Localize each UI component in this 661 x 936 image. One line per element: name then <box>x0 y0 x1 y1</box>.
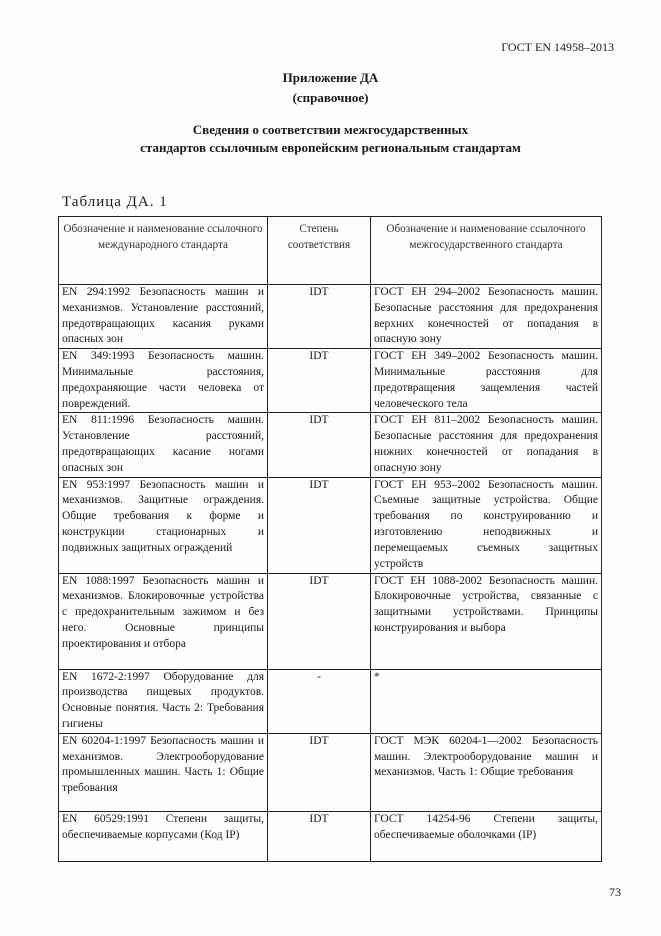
table-row <box>59 733 602 811</box>
appendix-info-line-2: стандартов ссылочным европейским региональным стандартам <box>140 140 521 155</box>
national-standard-cell: ГОСТ МЭК 60204-1—2002 Безопасность машин. Электрооборудование машин и механизмов. Часть 1: Общие требования <box>371 733 602 811</box>
table-row <box>59 573 602 669</box>
appendix-title: Приложение ДА <box>282 70 379 85</box>
ref-standard-cell: EN 60529:1991 Степени защиты, обеспечиваемые корпусами (Код IP) <box>59 811 268 861</box>
degree-cell: IDT <box>268 413 371 477</box>
degree-cell: IDT <box>268 349 371 413</box>
table-row <box>59 349 602 413</box>
national-standard-cell: ГОСТ ЕН 811–2002 Безопасность машин. Безопасные расстояния для предохранения нижних конечностей от попадания в опасную зону <box>371 413 602 477</box>
national-standard-cell: ГОСТ ЕН 953–2002 Безопасность машин. Съемные защитные устройства. Общие требования по конструированию и изготовлению неподвижных и перемещаемых съемных защитных устройств <box>371 477 602 573</box>
ref-standard-cell: EN 953:1997 Безопасность машин и механизмов. Защитные ограждения. Общие требования к форме и конструкции стационарных и подвижных защитных ограждений <box>59 477 268 573</box>
degree-cell: IDT <box>268 733 371 811</box>
ref-standard-cell: EN 1088:1997 Безопасность машин и механизмов. Блокировочные устройства с предохранительным зажимом и без него. Основные принципы проектирования и отбора <box>59 573 268 669</box>
table-row <box>59 477 602 573</box>
header-degree: Степень соответствия <box>268 217 371 285</box>
table-row <box>59 285 602 349</box>
appendix-info-title <box>0 121 661 157</box>
table-header-row <box>59 217 602 285</box>
national-standard-cell: ГОСТ ЕН 1088-2002 Безопасность машин. Блокировочные устройства, связанные с защитными устройствами. Принципы конструирования и выбора <box>371 573 602 669</box>
table-row <box>59 669 602 733</box>
document-standard-header: ГОСТ EN 14958–2013 <box>501 40 614 54</box>
national-standard-cell: ГОСТ 14254-96 Степени защиты, обеспечиваемые оболочками (IP) <box>371 811 602 861</box>
national-standard-cell: * <box>371 669 602 733</box>
correspondence-table <box>58 216 602 862</box>
ref-standard-cell: EN 349:1993 Безопасность машин. Минимальные расстояния, предохраняющие части человека от повреждений. <box>59 349 268 413</box>
table-caption: Таблица ДА. 1 <box>62 194 168 210</box>
degree-cell: IDT <box>268 477 371 573</box>
table-row <box>59 811 602 861</box>
ref-standard-cell: EN 294:1992 Безопасность машин и механизмов. Установление расстояний, предотвращающих касания руками опасных зон <box>59 285 268 349</box>
page-number: 73 <box>609 885 621 899</box>
national-standard-cell: ГОСТ ЕН 349–2002 Безопасность машин. Минимальные расстояния для предотвращения защемления частей человеческого тела <box>371 349 602 413</box>
national-standard-cell: ГОСТ ЕН 294–2002 Безопасность машин. Безопасные расстояния для предохранения верхних конечностей от попадания в опасную зону <box>371 285 602 349</box>
appendix-subtitle: (справочное) <box>292 90 369 105</box>
appendix-info-line-1: Сведения о соответствии межгосударственных <box>192 122 469 137</box>
degree-cell: - <box>268 669 371 733</box>
degree-cell: IDT <box>268 285 371 349</box>
header-ref-standard: Обозначение и наименование ссылочного международного стандарта <box>59 217 268 285</box>
degree-cell: IDT <box>268 811 371 861</box>
ref-standard-cell: EN 811:1996 Безопасность машин. Установление расстояний, предотвращающих касание ногами опасных зон <box>59 413 268 477</box>
degree-cell: IDT <box>268 573 371 669</box>
ref-standard-cell: EN 1672-2:1997 Оборудование для производства пищевых продуктов. Основные понятия. Часть 2: Требования гигиены <box>59 669 268 733</box>
header-national-standard: Обозначение и наименование ссылочного межгосударственного стандарта <box>371 217 602 285</box>
table-row <box>59 413 602 477</box>
ref-standard-cell: EN 60204-1:1997 Безопасность машин и механизмов. Электрооборудование промышленных машин. Часть 1: Общие требования <box>59 733 268 811</box>
